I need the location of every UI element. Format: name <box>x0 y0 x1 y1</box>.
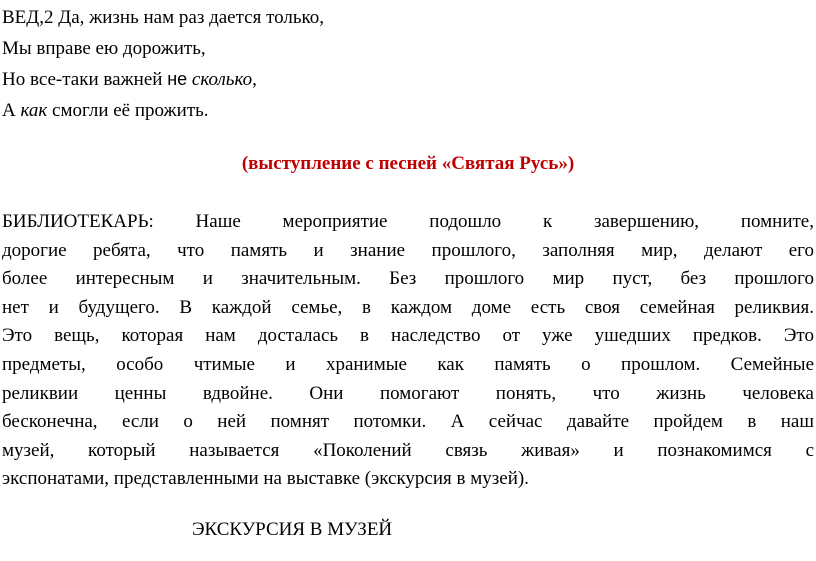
poem-line-1: ВЕД,2 Да, жизнь нам раз дается только, <box>2 7 325 28</box>
poem-block <box>2 2 802 126</box>
poem-line-4-end: смогли её прожить. <box>47 100 209 121</box>
speech-line: Это вещь, которая нам досталась в наследство от уже ушедших предков. Это <box>2 325 814 347</box>
speech-line: более интересным и значительным. Без прошлого мир пуст, без прошлого <box>2 268 814 290</box>
poem-line-3-ne: не <box>167 69 188 89</box>
poem-line-3-emphasis: сколько <box>191 69 253 90</box>
poem-line-4-start: А <box>2 100 21 121</box>
speech-line: дорогие ребята, что память и знание прошлого, заполняя мир, делают его <box>2 239 814 261</box>
poem-line-4 <box>2 95 802 126</box>
speech-line: БИБЛИОТЕКАРЬ: Наше мероприятие подошло к завершению, помните, <box>2 211 814 232</box>
speech-line: предметы, особо чтимые и хранимые как память о прошлом. Семейные <box>2 353 814 375</box>
speech-line: реликвии ценны вдвойне. Они помогают понять, что жизнь человека <box>2 382 814 404</box>
speech-line: музей, который называется «Поколений связь живая» и познакомимся с <box>2 439 814 461</box>
poem-line-3-start: Но все-таки важней <box>2 69 168 90</box>
poem-line-2: Мы вправе ею дорожить, <box>2 38 206 59</box>
section-heading: ЭКСКУРСИЯ В МУЗЕЙ <box>192 519 393 540</box>
speech-line: экспонатами, представленными на выставке (экскурсия в музей). <box>2 468 529 490</box>
poem-line-3-end: , <box>252 69 257 90</box>
poem-line-4-emphasis: как <box>20 100 48 121</box>
stage-direction: (выступление с песней «Святая Русь») <box>241 153 575 174</box>
speech-line: бесконечна, если о ней помнят потомки. А сейчас давайте пройдем в наш <box>2 411 814 433</box>
poem-line-3 <box>2 64 802 95</box>
librarian-speech <box>2 208 814 494</box>
speech-line: нет и будущего. В каждой семье, в каждом доме есть своя семейная реликвия. <box>2 296 814 318</box>
